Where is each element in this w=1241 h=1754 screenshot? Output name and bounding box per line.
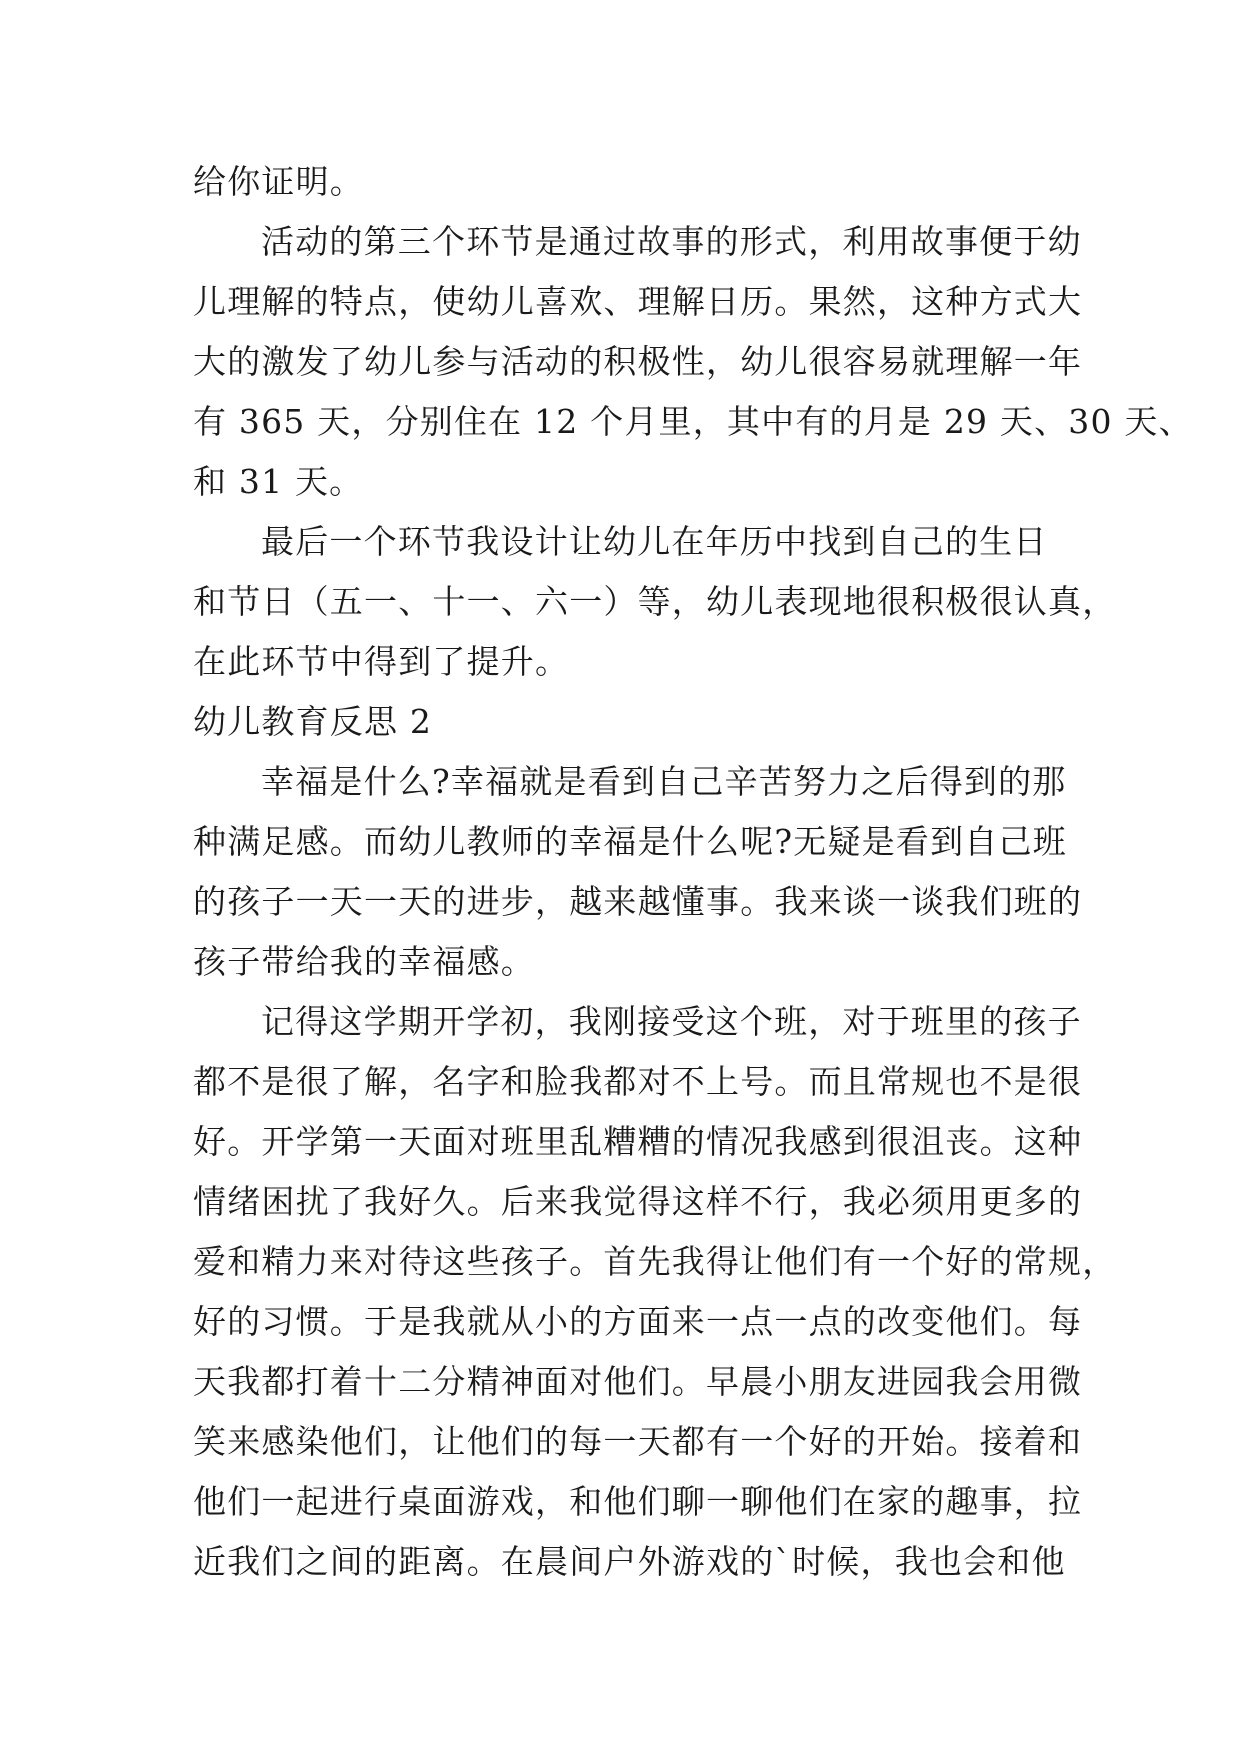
text-line: 天我都打着十二分精神面对他们。早晨小朋友进园我会用微 xyxy=(193,1362,1083,1401)
text-line: 大的激发了幼儿参与活动的积极性，幼儿很容易就理解一年 xyxy=(193,342,1083,381)
paragraph-start-line: 记得这学期开学初，我刚接受这个班，对于班里的孩子 xyxy=(261,1002,1082,1041)
text-line: 孩子带给我的幸福感。 xyxy=(193,942,535,981)
text-line: 儿理解的特点，使幼儿喜欢、理解日历。果然，这种方式大 xyxy=(193,282,1083,321)
text-line: 爱和精力来对待这些孩子。首先我得让他们有一个好的常规， xyxy=(193,1242,1117,1281)
text-line: 好。开学第一天面对班里乱糟糟的情况我感到很沮丧。这种 xyxy=(193,1122,1083,1161)
text-line: 笑来感染他们，让他们的每一天都有一个好的开始。接着和 xyxy=(193,1422,1083,1461)
paragraph-start-line: 最后一个环节我设计让幼儿在年历中找到自己的生日 xyxy=(261,522,1048,561)
text-line: 和节日（五一、十一、六一）等，幼儿表现地很积极很认真， xyxy=(193,582,1117,621)
text-line: 情绪困扰了我好久。后来我觉得这样不行，我必须用更多的 xyxy=(193,1182,1083,1221)
text-line: 种满足感。而幼儿教师的幸福是什么呢?无疑是看到自己班 xyxy=(193,822,1067,861)
text-line: 好的习惯。于是我就从小的方面来一点一点的改变他们。每 xyxy=(193,1302,1083,1341)
document-body xyxy=(193,152,1193,1592)
paragraph-start-line: 活动的第三个环节是通过故事的形式，利用故事便于幼 xyxy=(261,222,1082,261)
text-line: 给你证明。 xyxy=(193,162,364,201)
text-line: 都不是很了解，名字和脸我都对不上号。而且常规也不是很 xyxy=(193,1062,1083,1101)
text-line: 和 31 天。 xyxy=(193,462,364,501)
text-line: 有 365 天，分别住在 12 个月里，其中有的月是 29 天、30 天、 xyxy=(193,402,1193,441)
text-line: 他们一起进行桌面游戏，和他们聊一聊他们在家的趣事，拉 xyxy=(193,1482,1083,1521)
section-heading: 幼儿教育反思 2 xyxy=(193,702,433,741)
text-line: 在此环节中得到了提升。 xyxy=(193,642,570,681)
text-line: 近我们之间的距离。在晨间户外游戏的`时候，我也会和他 xyxy=(193,1542,1066,1581)
text-line: 的孩子一天一天的进步，越来越懂事。我来谈一谈我们班的 xyxy=(193,882,1083,921)
paragraph-start-line: 幸福是什么?幸福就是看到自己辛苦努力之后得到的那 xyxy=(261,762,1067,801)
